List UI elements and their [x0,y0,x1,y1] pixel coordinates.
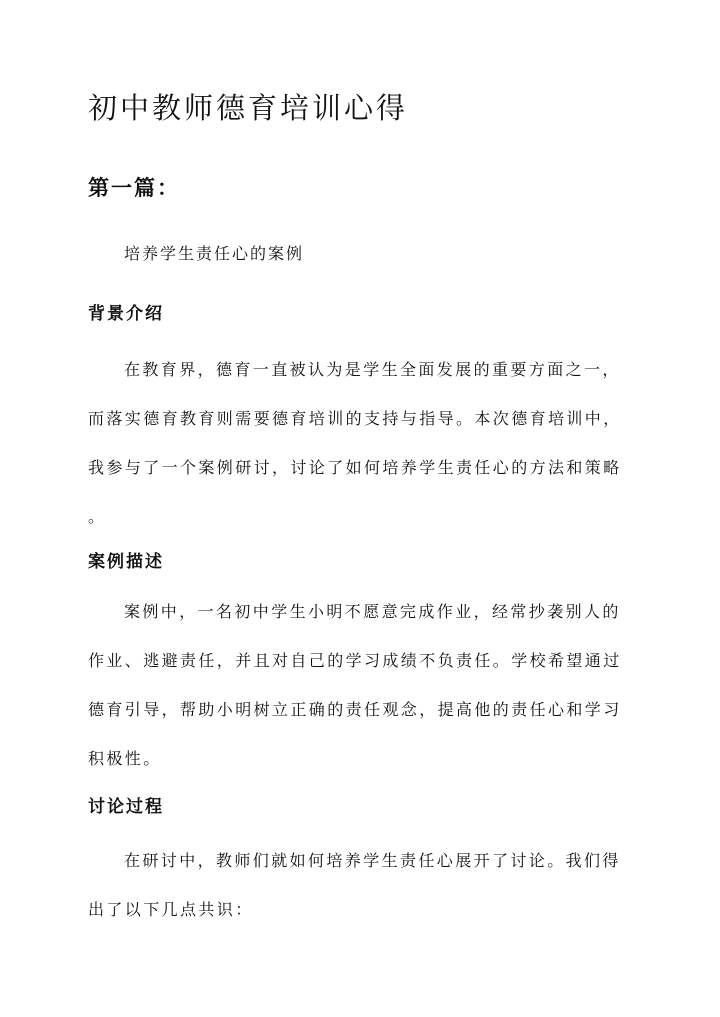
section-heading: 第一篇： [88,175,180,200]
text-line: 我参与了一个案例研讨，讨论了如何培养学生责任心的方法和策略 [88,458,622,477]
text-line: 出了以下几点共识： [88,900,254,919]
text-line: 德育引导，帮助小明树立正确的责任观念，提高他的责任心和学习 [88,700,622,719]
paragraph-discussion [88,836,632,934]
text-line: 作业、逃避责任，并且对自己的学习成绩不负责任。学校希望通过 [88,651,622,670]
text-line: 。 [88,507,107,526]
paragraph-case-description [88,587,632,783]
text-line: 案例中，一名初中学生小明不愿意完成作业，经常抄袭别人的 [124,602,621,621]
text-line: 在研讨中，教师们就如何培养学生责任心展开了讨论。我们得 [124,851,621,870]
heading-case-description: 案例描述 [88,552,164,572]
case-subtitle: 培养学生责任心的案例 [124,244,305,263]
text-line: 在教育界，德育一直被认为是学生全面发展的重要方面之一， [124,360,621,379]
text-line: 积极性。 [88,749,162,768]
heading-background: 背景介绍 [88,304,164,324]
text-line: 而落实德育教育则需要德育培训的支持与指导。本次德育培训中， [88,409,622,428]
document-title: 初中教师德育培训心得 [88,91,409,125]
paragraph-background [88,345,632,541]
heading-discussion: 讨论过程 [88,797,164,817]
